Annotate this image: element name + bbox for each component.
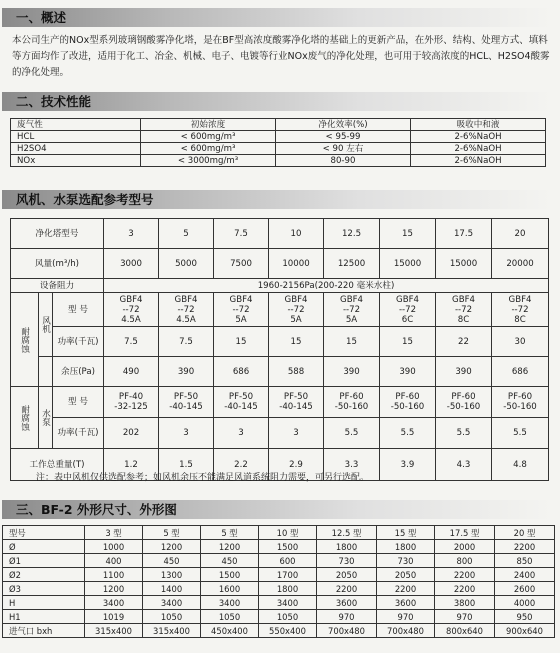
section-performance-title: 二、技术性能 [2, 92, 552, 111]
model-line: 4.5A [176, 314, 196, 325]
cell: 15 [324, 327, 380, 357]
cell: 2200 [377, 582, 435, 596]
cell: < 90 左右 [276, 143, 411, 155]
cell: 3600 [377, 596, 435, 610]
overview-paragraph: 本公司生产的NOx型系列玻璃钢酸雾净化塔，是在BF型高浓度酸雾净化塔的基础上的更新产品，在外形、结构、处理方式、填料等方面均作了改进，适用于化工、冶金、机械、电子、电镀等行业NOx废气的净化处理，也可用于较高浓度的HCL、H2SO4酸雾的净化处理。 [12, 35, 550, 78]
cell: 15 [214, 327, 269, 357]
cell: 5.5 [492, 418, 549, 449]
cell: 1.5 [159, 449, 214, 481]
section-fan-pump-title: 风机、水泵选配参考型号 [2, 190, 552, 209]
cell: 970 [435, 610, 495, 624]
performance-table [10, 118, 546, 167]
table-row [11, 143, 546, 155]
cell: H2SO4 [11, 143, 141, 155]
cell: 315x400 [143, 624, 201, 638]
cell: 970 [317, 610, 377, 624]
cell: Ø3 [3, 582, 85, 596]
model-line: -50-160 [390, 402, 425, 412]
cell: 686 [492, 357, 549, 387]
pump-group-label: 耐腐蚀 [11, 387, 39, 449]
table-row [3, 596, 555, 610]
cell: 2200 [435, 582, 495, 596]
fan-pump-table [10, 218, 549, 481]
header-cell: 15 型 [377, 526, 435, 540]
cell: 800 [435, 554, 495, 568]
model-line: 4.5A [121, 314, 141, 325]
model-line: 8C [514, 314, 526, 325]
cell: 17.5 [436, 219, 492, 249]
table-row [11, 249, 549, 279]
table-row [3, 624, 555, 638]
cell: 20000 [492, 249, 549, 279]
pump-model-cell [159, 387, 214, 418]
cell: 2050 [377, 568, 435, 582]
model-line: -40-145 [224, 402, 258, 412]
pump-model-cell [380, 387, 436, 418]
pump-model-cell [269, 387, 324, 418]
cell: 2200 [495, 540, 555, 554]
cell: 7.5 [159, 327, 214, 357]
cell: 2200 [317, 582, 377, 596]
cell: 202 [104, 418, 159, 449]
cell: 1800 [259, 582, 317, 596]
header-cell: 5 型 [201, 526, 259, 540]
cell: 1200 [85, 582, 143, 596]
cell: 3.9 [380, 449, 436, 481]
table-row [11, 155, 546, 167]
blank-cell [39, 357, 53, 387]
pump-model-cell [104, 387, 159, 418]
cell: 450 [201, 554, 259, 568]
row-label: 余压(Pa) [53, 357, 104, 387]
fan-sub-label: 风机 [39, 293, 53, 357]
model-line: PF-50 [283, 392, 309, 402]
cell: 2600 [495, 582, 555, 596]
cell: 3 [159, 418, 214, 449]
cell: 1600 [201, 582, 259, 596]
table-row [3, 610, 555, 624]
cell: 4.3 [436, 449, 492, 481]
cell: 10 [269, 219, 324, 249]
row-label: 型 号 [53, 387, 104, 418]
cell: 1200 [143, 540, 201, 554]
cell: 4.8 [492, 449, 549, 481]
model-line: PF-40 [118, 392, 144, 402]
model-line: PF-50 [228, 392, 254, 402]
model-line: 5A [345, 314, 358, 325]
cell: 1960-2156Pa(200-220 毫米水柱) [104, 279, 549, 293]
cell: 1500 [201, 568, 259, 582]
cell: 1800 [377, 540, 435, 554]
table-row [3, 540, 555, 554]
fan-model-cell [380, 293, 436, 327]
header-cell: 净化效率(%) [276, 119, 411, 131]
cell: 400 [85, 554, 143, 568]
cell: 390 [159, 357, 214, 387]
header-cell: 吸收中和液 [411, 119, 546, 131]
table-row [11, 131, 546, 143]
table-row [11, 293, 549, 327]
cell: 4000 [495, 596, 555, 610]
header-cell: 17.5 型 [435, 526, 495, 540]
cell: 5.5 [436, 418, 492, 449]
cell: 450 [143, 554, 201, 568]
section-dimensions-title: 三、BF-2 外形尺寸、外形图 [2, 500, 552, 519]
table-row [3, 526, 555, 540]
cell: 进气口 bxh [3, 624, 85, 638]
cell: 7500 [214, 249, 269, 279]
fan-model-cell [104, 293, 159, 327]
fan-group-label: 耐腐蚀 [11, 293, 39, 387]
model-line: PF-60 [395, 392, 420, 402]
cell: Ø1 [3, 554, 85, 568]
header-cell: 初始浓度 [141, 119, 276, 131]
cell: 2-6%NaOH [411, 131, 546, 143]
cell: 390 [324, 357, 380, 387]
cell: 730 [377, 554, 435, 568]
model-line: GBF4 [284, 294, 308, 305]
cell: 1000 [85, 540, 143, 554]
cell: 700x480 [377, 624, 435, 638]
cell: NOx [11, 155, 141, 167]
row-label: 功率(千瓦) [53, 327, 104, 357]
fan-model-cell [324, 293, 380, 327]
cell: 5.5 [324, 418, 380, 449]
model-line: PF-60 [451, 392, 476, 402]
header-cell: 20 型 [495, 526, 555, 540]
fan-model-cell [492, 293, 549, 327]
cell: 1700 [259, 568, 317, 582]
cell: 1100 [85, 568, 143, 582]
cell: 950 [495, 610, 555, 624]
model-line: PF-50 [173, 392, 199, 402]
cell: 2050 [317, 568, 377, 582]
table-row [3, 568, 555, 582]
model-line: --72 [232, 304, 250, 315]
row-label: 设备阻力 [11, 279, 104, 293]
model-line: --72 [122, 304, 140, 315]
model-line: -32-125 [114, 402, 148, 412]
cell: 1300 [143, 568, 201, 582]
cell: 5.5 [380, 418, 436, 449]
model-line: GBF4 [340, 294, 363, 305]
cell: 1200 [201, 540, 259, 554]
cell: 1019 [85, 610, 143, 624]
cell: 2-6%NaOH [411, 155, 546, 167]
model-line: GBF4 [174, 294, 198, 305]
cell: 30 [492, 327, 549, 357]
cell: 900x640 [495, 624, 555, 638]
cell: 7.5 [214, 219, 269, 249]
cell: 5 [159, 219, 214, 249]
cell: 2.2 [214, 449, 269, 481]
table-row [11, 418, 549, 449]
row-label: 型 号 [53, 293, 104, 327]
cell: 3400 [143, 596, 201, 610]
cell: 315x400 [85, 624, 143, 638]
header-cell: 型号 [3, 526, 85, 540]
cell: 2000 [435, 540, 495, 554]
cell: 12500 [324, 249, 380, 279]
model-line: GBF4 [452, 294, 475, 305]
cell: 390 [436, 357, 492, 387]
cell: 15000 [380, 249, 436, 279]
table-row [3, 582, 555, 596]
model-line: -50-160 [446, 402, 481, 412]
cell: 3600 [317, 596, 377, 610]
cell: 15 [380, 327, 436, 357]
dimensions-table [2, 525, 555, 638]
cell: 550x400 [259, 624, 317, 638]
model-line: --72 [177, 304, 195, 315]
cell: 7.5 [104, 327, 159, 357]
cell: 3 [269, 418, 324, 449]
cell: 20 [492, 219, 549, 249]
model-line: GBF4 [229, 294, 253, 305]
header-cell: 10 型 [259, 526, 317, 540]
cell: 800x640 [435, 624, 495, 638]
cell: < 3000mg/m³ [141, 155, 276, 167]
fan-model-cell [214, 293, 269, 327]
cell: < 600mg/m³ [141, 131, 276, 143]
model-line: --72 [454, 304, 473, 315]
fan-model-cell [159, 293, 214, 327]
section-overview-title: 一、概述 [2, 8, 552, 27]
model-line: --72 [342, 304, 361, 315]
cell: 3000 [104, 249, 159, 279]
cell: 15000 [436, 249, 492, 279]
cell: 600 [259, 554, 317, 568]
cell: Ø2 [3, 568, 85, 582]
cell: 3.3 [324, 449, 380, 481]
model-line: -40-145 [169, 402, 203, 412]
model-line: PF-60 [339, 392, 364, 402]
cell: 1050 [201, 610, 259, 624]
cell: 12.5 [324, 219, 380, 249]
cell: H1 [3, 610, 85, 624]
header-cell: 12.5 型 [317, 526, 377, 540]
model-line: PF-60 [507, 392, 533, 402]
pump-model-cell [492, 387, 549, 418]
pump-model-cell [214, 387, 269, 418]
cell: 2-6%NaOH [411, 143, 546, 155]
model-line: --72 [398, 304, 417, 315]
cell: 2.9 [269, 449, 324, 481]
cell: 5000 [159, 249, 214, 279]
table-row [11, 119, 546, 131]
cell: 80-90 [276, 155, 411, 167]
cell: 450x400 [201, 624, 259, 638]
cell: 10000 [269, 249, 324, 279]
pump-sub-label: 水泵 [39, 387, 53, 449]
cell: 2400 [495, 568, 555, 582]
model-line: 5A [290, 314, 302, 325]
cell: 390 [380, 357, 436, 387]
cell: 1050 [259, 610, 317, 624]
model-line: --72 [287, 304, 305, 315]
row-label: 功率(千瓦) [53, 418, 104, 449]
table-row [11, 219, 549, 249]
cell: 1050 [143, 610, 201, 624]
cell: 1500 [259, 540, 317, 554]
cell: 850 [495, 554, 555, 568]
header-cell: 3 型 [85, 526, 143, 540]
cell: 700x480 [317, 624, 377, 638]
cell: 1400 [143, 582, 201, 596]
cell: 730 [317, 554, 377, 568]
header-cell: 废气性 [11, 119, 141, 131]
cell: 490 [104, 357, 159, 387]
fan-model-cell [436, 293, 492, 327]
model-line: 6C [401, 314, 414, 325]
model-line: 8C [457, 314, 470, 325]
table-row [11, 387, 549, 418]
pump-model-cell [436, 387, 492, 418]
cell: Ø [3, 540, 85, 554]
model-line: 5A [235, 314, 247, 325]
model-line: --72 [511, 304, 529, 315]
model-line: -50-160 [334, 402, 369, 412]
table-row [11, 279, 549, 293]
cell: 3400 [85, 596, 143, 610]
model-line: GBF4 [119, 294, 143, 305]
cell: HCL [11, 131, 141, 143]
cell: 3400 [259, 596, 317, 610]
cell: 15 [380, 219, 436, 249]
model-line: -40-145 [279, 402, 313, 412]
table-row [11, 357, 549, 387]
model-line: GBF4 [508, 294, 532, 305]
pump-model-cell [324, 387, 380, 418]
cell: H [3, 596, 85, 610]
cell: 2200 [435, 568, 495, 582]
table-note: 注：表中风机仅供选配参考；如风机余压不能满足风道系统阻力需要，可另行选配。 [36, 473, 370, 483]
fan-model-cell [269, 293, 324, 327]
cell: 1800 [317, 540, 377, 554]
row-label: 净化塔型号 [11, 219, 104, 249]
cell: 686 [214, 357, 269, 387]
model-line: -50-160 [503, 402, 537, 412]
cell: 15 [269, 327, 324, 357]
cell: < 95-99 [276, 131, 411, 143]
cell: < 600mg/m³ [141, 143, 276, 155]
table-row [3, 554, 555, 568]
cell: 22 [436, 327, 492, 357]
header-cell: 5 型 [143, 526, 201, 540]
row-label: 工作总重量(T) [11, 449, 104, 481]
cell: 1.2 [104, 449, 159, 481]
cell: 3400 [201, 596, 259, 610]
model-line: GBF4 [396, 294, 419, 305]
cell: 3 [214, 418, 269, 449]
cell: 588 [269, 357, 324, 387]
cell: 3 [104, 219, 159, 249]
row-label: 风量(m³/h) [11, 249, 104, 279]
cell: 970 [377, 610, 435, 624]
table-row [11, 327, 549, 357]
cell: 3800 [435, 596, 495, 610]
